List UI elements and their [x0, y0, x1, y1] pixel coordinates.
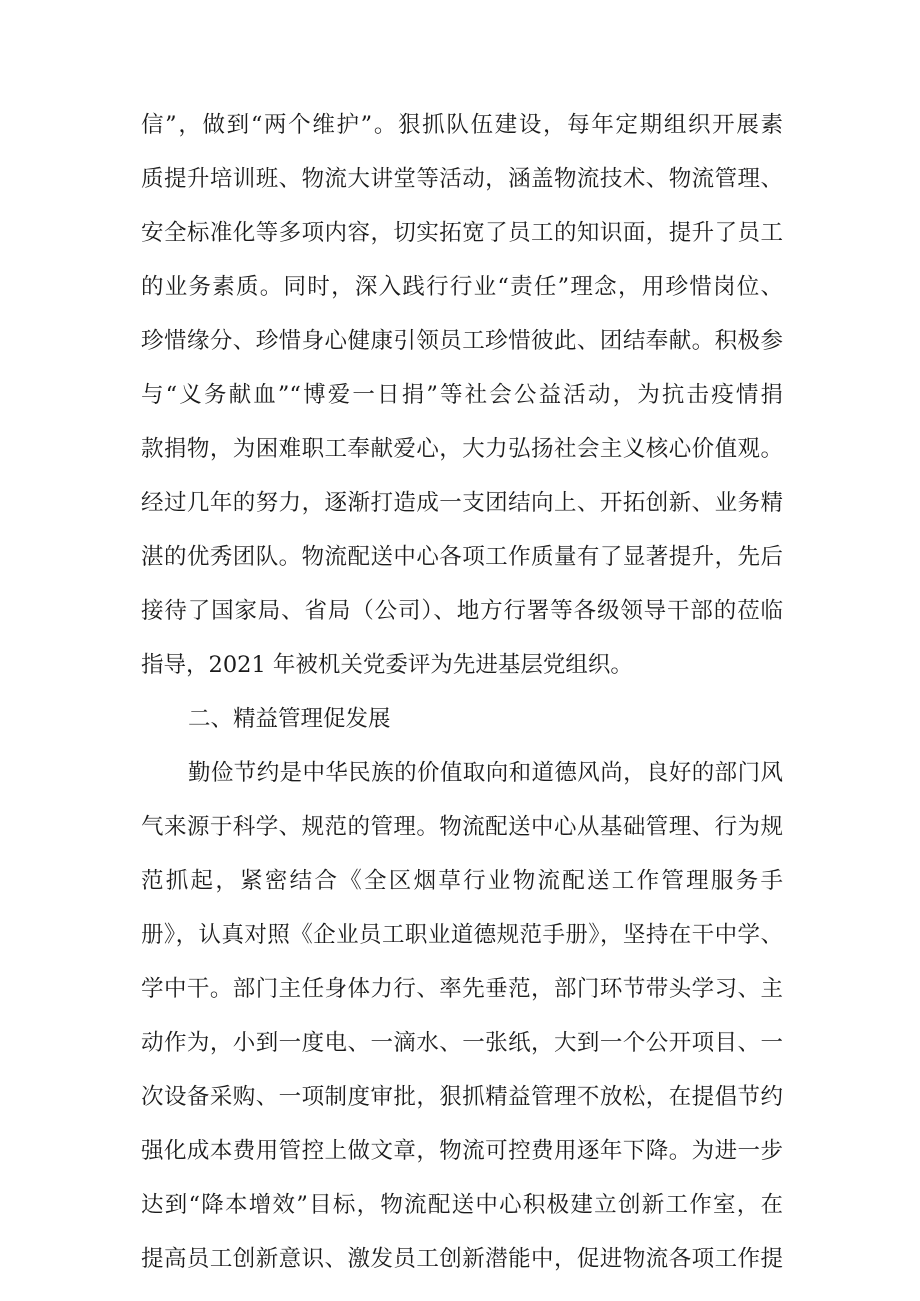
paragraph-1-line-9: 湛的优秀团队。物流配送中心各项工作质量有了显著提升，先后	[141, 544, 783, 570]
paragraph-1-line-11: 指导，2021 年被机关党委评为先进基层党组织。	[141, 652, 633, 678]
paragraph-2-line-2: 气来源于科学、规范的管理。物流配送中心从基础管理、行为规	[141, 814, 783, 840]
paragraph-1-line-2: 质提升培训班、物流大讲堂等活动，涵盖物流技术、物流管理、	[141, 166, 783, 192]
paragraph-2-line-6: 动作为，小到一度电、一滴水、一张纸，大到一个公开项目、一	[141, 1030, 783, 1056]
paragraph-2-line-3: 范抓起，紧密结合《全区烟草行业物流配送工作管理服务手	[141, 868, 783, 894]
paragraph-1-line-7: 款捐物，为困难职工奉献爱心，大力弘扬社会主义核心价值观。	[141, 436, 783, 462]
paragraph-2-line-5: 学中干。部门主任身体力行、率先垂范，部门环节带头学习、主	[141, 976, 783, 1002]
paragraph-2-line-8: 强化成本费用管控上做文章，物流可控费用逐年下降。为进一步	[141, 1138, 783, 1164]
paragraph-1-line-3: 安全标准化等多项内容，切实拓宽了员工的知识面，提升了员工	[141, 220, 783, 246]
paragraph-2-line-4: 册》，认真对照《企业员工职业道德规范手册》，坚持在干中学、	[141, 922, 783, 948]
paragraph-2-line-7: 次设备采购、一项制度审批，狠抓精益管理不放松，在提倡节约	[141, 1084, 783, 1110]
section-heading: 二、精益管理促发展	[188, 706, 391, 732]
paragraph-2-line-10: 提高员工创新意识、激发员工创新潜能中，促进物流各项工作提	[141, 1246, 783, 1272]
paragraph-1-line-8: 经过几年的努力，逐渐打造成一支团结向上、开拓创新、业务精	[141, 490, 783, 516]
paragraph-1-line-6: 与“义务献血”“博爱一日捐”等社会公益活动，为抗击疫情捐	[141, 382, 783, 408]
paragraph-2-line-1: 勤俭节约是中华民族的价值取向和道德风尚，良好的部门风	[188, 760, 783, 786]
paragraph-1-line-1: 信”，做到“两个维护”。狠抓队伍建设，每年定期组织开展素	[141, 112, 783, 138]
paragraph-1-line-10: 接待了国家局、省局（公司）、地方行署等各级领导干部的莅临	[141, 598, 783, 624]
paragraph-1-line-5: 珍惜缘分、珍惜身心健康引领员工珍惜彼此、团结奉献。积极参	[141, 328, 783, 354]
paragraph-1-line-4: 的业务素质。同时，深入践行行业“责任”理念，用珍惜岗位、	[141, 274, 783, 300]
paragraph-2-line-9: 达到“降本增效”目标，物流配送中心积极建立创新工作室，在	[141, 1192, 783, 1218]
